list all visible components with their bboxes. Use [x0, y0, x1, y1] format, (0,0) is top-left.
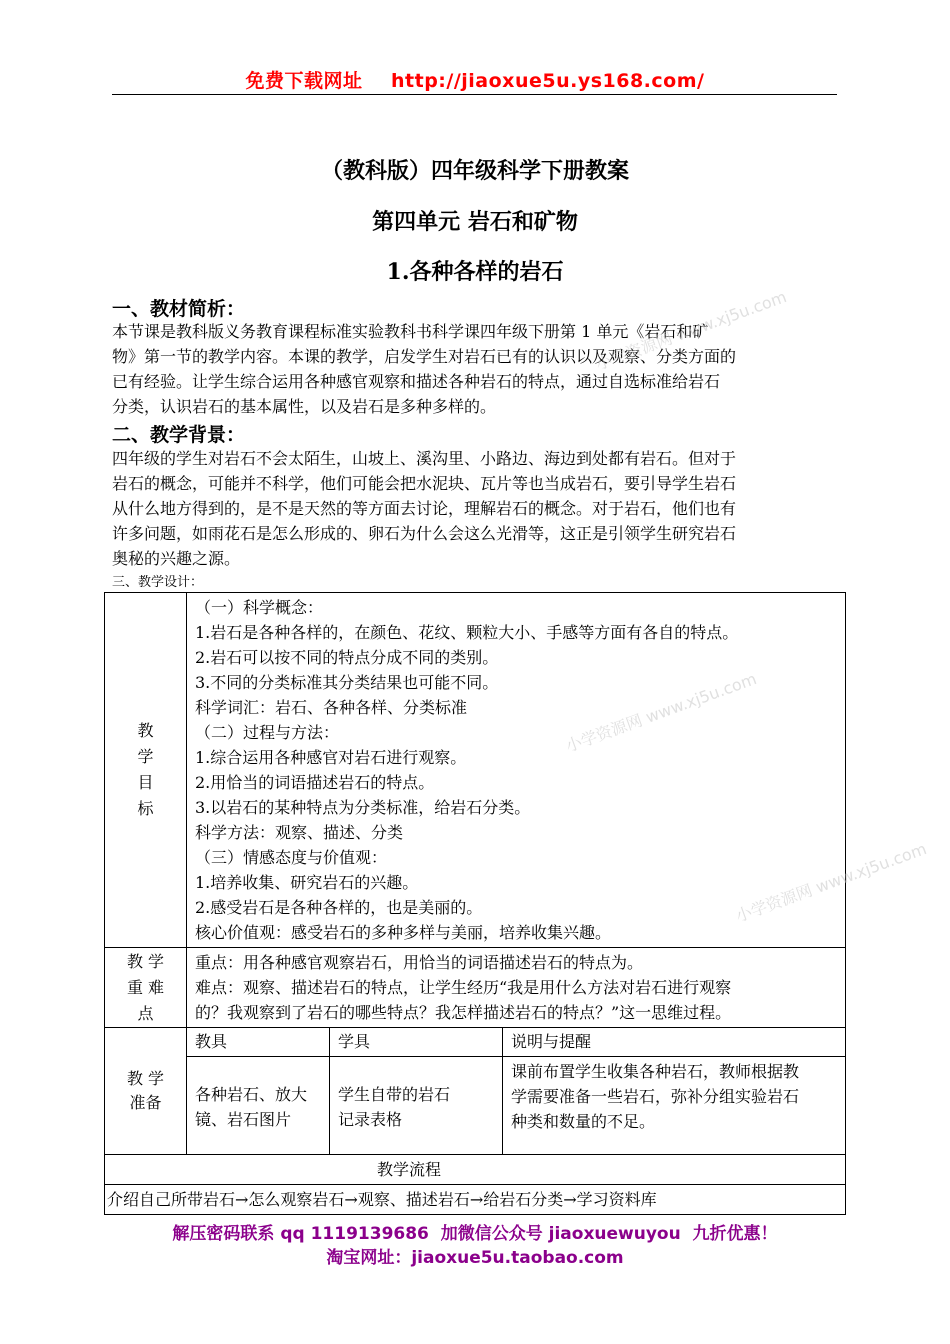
- goal-line: 1.综合运用各种感官对岩石进行观察。: [195, 748, 467, 767]
- watermark: 小学资源网 www.xj5u.com: [733, 839, 929, 926]
- header-url[interactable]: http://jiaoxue5u.ys168.com/: [391, 70, 705, 92]
- section-1-line: 已有经验。让学生综合运用各种感官观察和描述各种岩石的特点，通过自选标准给岩石: [112, 372, 721, 391]
- goal-line: 3.以岩石的某种特点为分类标准，给岩石分类。: [195, 798, 531, 817]
- prep-notes: 课前布置学生收集各种岩石，教师根据教 学需要准备一些岩石，弥补分组实验岩石 种类和数量的不足。: [503, 1057, 846, 1155]
- section-2-line: 奥秘的兴趣之源。: [112, 549, 241, 568]
- lesson-title: 1.各种各样的岩石: [386, 259, 564, 285]
- goal-line: 2.感受岩石是各种各样的，也是美丽的。: [195, 898, 483, 917]
- footer-contact: 解压密码联系 qq 1119139686 加微信公众号 jiaoxuewuyou 九折优惠！: [172, 1224, 778, 1244]
- goal-line: （二）过程与方法：: [195, 723, 340, 742]
- header-divider: [112, 94, 837, 95]
- section-3-heading: 三、教学设计：: [112, 575, 204, 590]
- prep-header-row: [105, 1028, 846, 1057]
- goal-line: 2.岩石可以按不同的特点分成不同的类别。: [195, 648, 499, 667]
- section-1-body: [112, 319, 838, 419]
- goal-line: 1.岩石是各种各样的，在颜色、花纹、颗粒大小、手感等方面有各自的特点。: [195, 623, 739, 642]
- keypoint-line: 难点：观察、描述岩石的特点，让学生经历“我是用什么方法对岩石进行观察: [195, 978, 732, 997]
- keypoint-line: 的？我观察到了岩石的哪些特点？我怎样描述岩石的特点？”这一思维过程。: [195, 1003, 732, 1022]
- watermark: 小学资源网 www.xj5u.com: [563, 669, 759, 756]
- section-1-line: 物》第一节的教学内容。本课的教学，启发学生对岩石已有的认识以及观察、分类方面的: [112, 347, 737, 366]
- keypoints-content: [187, 948, 846, 1028]
- keypoint-line: 重点：用各种感官观察岩石，用恰当的词语描述岩石的特点为。: [195, 953, 644, 972]
- prep-teacher-items: 各种岩石、放大 镜、岩石图片: [187, 1057, 330, 1155]
- section-2-body: [112, 446, 838, 571]
- goal-line: 科学词汇：岩石、各种各样、分类标准: [195, 698, 468, 717]
- flow-title-row: [105, 1155, 846, 1185]
- prep-header-teacher: 教具: [187, 1028, 330, 1057]
- goals-row: [105, 593, 846, 948]
- goal-line: 科学方法：观察、描述、分类: [195, 823, 404, 842]
- goal-line: （三）情感态度与价值观：: [195, 848, 388, 867]
- goals-content: [187, 593, 846, 948]
- section-2-line: 从什么地方得到的，是不是天然的等方面去讨论，理解岩石的概念。对于岩石，他们也有: [112, 499, 737, 518]
- prep-label: 教 学 准备: [105, 1028, 187, 1155]
- section-1-heading: 一、教材简析：: [112, 298, 246, 320]
- watermark: 小学资源网 www.xj5u.com: [593, 287, 789, 374]
- goal-line: 1.培养收集、研究岩石的兴趣。: [195, 873, 419, 892]
- section-2-line: 许多问题，如雨花石是怎么形成的、卵石为什么会这么光滑等，这正是引领学生研究岩石: [112, 524, 737, 543]
- flow-title: 教学流程: [105, 1155, 846, 1185]
- keypoints-label: 教 学 重 难 点: [105, 948, 187, 1028]
- keypoints-row: [105, 948, 846, 1028]
- prep-student-items: 学生自带的岩石 记录表格: [330, 1057, 503, 1155]
- flow-text: 介绍自己所带岩石→怎么观察岩石→观察、描述岩石→给岩石分类→学习资料库: [105, 1185, 846, 1215]
- footer-shop-url[interactable]: 淘宝网址：jiaoxue5u.taobao.com: [326, 1248, 624, 1268]
- goal-line: 核心价值观：感受岩石的多种多样与美丽，培养收集兴趣。: [195, 923, 612, 942]
- header-download-link[interactable]: [0, 66, 950, 93]
- section-2-line: 岩石的概念，可能并不科学，他们可能会把水泥块、瓦片等也当成岩石，要引导学生岩石: [112, 474, 737, 493]
- goal-line: （一）科学概念：: [195, 598, 324, 617]
- document-title: （教科版）四年级科学下册教案: [320, 158, 629, 184]
- header-label: 免费下载网址: [245, 70, 363, 92]
- flow-row: [105, 1185, 846, 1215]
- section-1-line: 本节课是教科版义务教育课程标准实验教科书科学课四年级下册第 1 单元《岩石和矿: [112, 322, 709, 341]
- section-2-heading: 二、教学背景：: [112, 424, 246, 446]
- prep-header-student: 学具: [330, 1028, 503, 1057]
- section-1-line: 分类，认识岩石的基本属性，以及岩石是多种多样的。: [112, 397, 497, 416]
- prep-content-row: [105, 1057, 846, 1155]
- goals-label: 教 学 目 标: [105, 593, 187, 948]
- goal-line: 3.不同的分类标准其分类结果也可能不同。: [195, 673, 499, 692]
- section-2-line: 四年级的学生对岩石不会太陌生，山坡上、溪沟里、小路边、海边到处都有岩石。但对于: [112, 449, 737, 468]
- goal-line: 2.用恰当的词语描述岩石的特点。: [195, 773, 435, 792]
- unit-title: 第四单元 岩石和矿物: [372, 209, 578, 235]
- prep-header-notes: 说明与提醒: [503, 1028, 846, 1057]
